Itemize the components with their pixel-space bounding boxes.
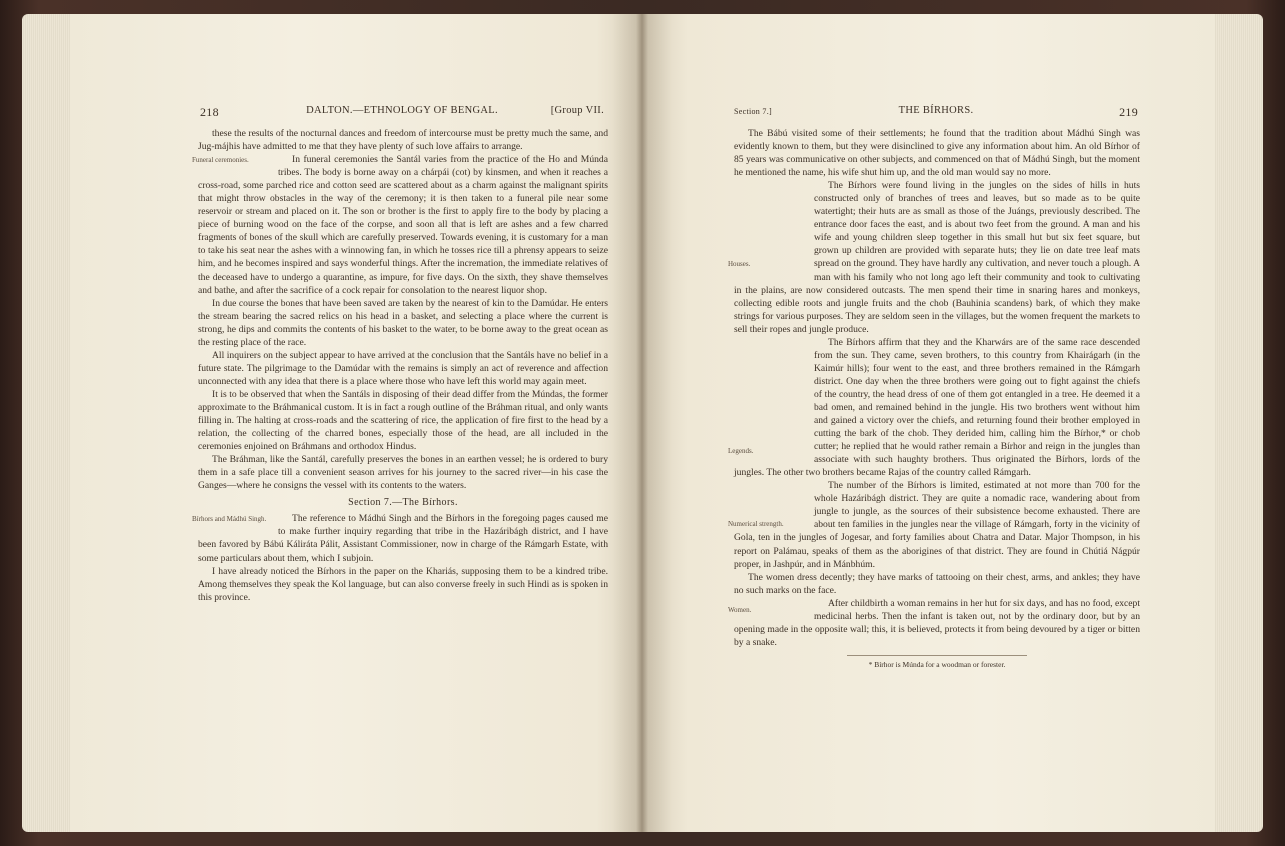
side-note: Numerical strength. <box>728 520 784 529</box>
side-note: Women. <box>728 605 752 614</box>
paragraph: I have already noticed the Bírhors in the paper on the Khariás, supposing them to be a kindred tribe. Among themselves they speak the Kol language, but can also converse freely in such Hindi as is spoken in this province. <box>198 565 608 603</box>
side-note: Funeral ceremonies. <box>192 156 249 165</box>
left-page <box>70 14 642 832</box>
paragraph: In due course the bones that have been saved are taken by the nearest of kin to the Damúdar. He enters the stream bearing the sacred relics on his head in a basket, and selecting a place where the current is strong, he dips and commits the contents of his basket to the water, to be borne away to the great ocean as the resting place of the race. <box>198 297 608 348</box>
side-note: Bírhors and Mádhú Singh. <box>192 515 267 524</box>
left-page-body <box>192 127 608 604</box>
right-page-body <box>728 127 1140 671</box>
paragraph: The reference to Mádhú Singh and the Bírhors in the foregoing pages caused me to make further inquiry regarding that tribe in the Hazáribágh district, and I have been favored by Bábú Káliráta Pálit, Assistant Commissioner, now in charge of the Rámgarh Estate, with some particulars about them, which I subjoin. <box>198 513 608 564</box>
book-gutter <box>636 14 648 832</box>
side-note: Houses. <box>728 260 751 269</box>
right-page-header <box>734 105 1138 119</box>
section-heading: Section 7.—The Bírhors. <box>348 497 458 509</box>
paragraph: The women dress decently; they have marks of tattooing on their chest, arms, and ankles; they have no such marks on the face. <box>734 571 1140 596</box>
group-label: [Group VII. <box>550 105 604 116</box>
paragraph: The Bírhors were found living in the jungles on the sides of hills in huts constructed only of branches of trees and leaves, but so made as to be quite watertight; their huts are as small as those of the Juángs, previously described. The entrance door faces the east, and is about two feet from the ground. A man and his wife and young children sleep together in this small hut but six feet square, but grown up children are provided with separate huts; they lie on date tree leaf mats spread on the ground. They have hardly any cultivation, and never touch a plough. A man with his family who not long ago left their community and took to cultivating in the plains, are now considered outcasts. The men spend their time in snaring hares and monkeys, collecting edible roots and jungle fruits and the chob (Bauhinia scandens) bark, of which they make strings for various purposes. They are seldom seen in the villages, but the women frequent the markets to sell their ropes and jungle produce. <box>734 180 1140 335</box>
section-label: Section 7.] <box>734 107 772 116</box>
paragraph: these the results of the nocturnal dances and freedom of intercourse must be pretty much the same, and Jug-májhis have admitted to me that they have plenty of such love affairs to arrange. <box>198 128 608 153</box>
paragraph: It is to be observed that when the Santáls in disposing of their dead differ from the Múndas, the former approximate to the Bráhmanical custom. It is in fact a rough outline of the Bráhman ritual, and only wants filling in. The halting at cross-roads and the scattering of rice, the application of fire first to the head by a relation, the collecting of the charred bones, especially those of the head, are all included in the ceremonies enjoined on Bráhmans and orthodox Hindus. <box>198 388 608 453</box>
paragraph: In funeral ceremonies the Santál varies from the practice of the Ho and Múnda tribes. The body is borne away on a chárpái (cot) by kinsmen, and when it reaches a cross-road, some parched rice and cotton seed are scattered about as a charm against the malignant spirits that might throw obstacles in the way of the ceremony; it is then taken to a funeral pile near some reservoir or stream and placed on it. The son or brother is the first to apply fire to the body by placing a piece of burning wood on the face of the corpse, and soon all that is left are ashes and a few charred fragments of bones of the skull which are carefully preserved. Towards evening, it is customary for a man to take his seat near the ashes with a winnowing fan, in which he tosses rice till a phrensy appears to seize him, and he becomes inspired and says wonderful things. After the incremation, the immediate relatives of the deceased have to undergo a quarantine, as impure, for five days. On the sixth, they shave themselves and bathe, and after the sacrifice of a cock repair for consolation to the nearest liquor shop. <box>198 154 608 296</box>
page-number: 219 <box>1119 105 1138 119</box>
left-page-header <box>200 105 604 119</box>
side-note: Legends. <box>728 446 754 455</box>
right-page <box>642 14 1215 832</box>
paragraph: After childbirth a woman remains in her hut for six days, and has no food, except medicinal herbs. Then the infant is taken out, not by the ordinary door, but by an opening made in the opposite wall; this, it is believed, protects it from being devoured by a tiger or bitten by a snake. <box>734 597 1140 648</box>
footnote: * Bírhor is Múnda for a woodman or forester. <box>847 655 1027 671</box>
running-title: DALTON.—ETHNOLOGY OF BENGAL. <box>306 105 498 116</box>
paragraph: The Bábú visited some of their settlements; he found that the tradition about Mádhú Singh was evidently known to them, but they were disinclined to give any information about him. An old Bírhor of 85 years was communicative on other subjects, and commenced on that of Mádhú Singh, but the moment he mentioned the name, his wife shut him up, and the old man would say no more. <box>734 128 1140 179</box>
page-edges-right <box>1213 14 1263 832</box>
paragraph: The number of the Bírhors is limited, estimated at not more than 700 for the whole Hazáribágh district. They are quite a nomadic race, wandering about from jungle to jungle, as the sources of their subsistence become exhausted. There are about ten families in the jungles near the village of Rámgarh, forty in the vicinity of Gola, ten in the jungles of Jogesar, and forty families about Chatra and Datar. Major Thompson, in his report on Palámau, speaks of them as the aborigines of that district. They are found in Chútiá Nágpúr proper, in Jashpúr, and in Mánbhúm. <box>734 480 1140 570</box>
paragraph: All inquirers on the subject appear to have arrived at the conclusion that the Santáls have no belief in a future state. The pilgrimage to the Damúdar with the remains is simply an act of reverence and affection unconnected with any idea that there is a place where those who have left this world may again meet. <box>198 349 608 387</box>
paragraph: The Bráhman, like the Santál, carefully preserves the bones in an earthen vessel; he is ordered to bury them in a safe place till a convenient season arrives for his journey to the sacred river—in his case the Ganges—where he consigns the vessel with its contents to the waters. <box>198 454 608 492</box>
running-title: THE BÍRHORS. <box>898 105 974 116</box>
paragraph: The Bírhors affirm that they and the Kharwárs are of the same race descended from the sun. They came, seven brothers, to this country from Khairágarh (in the Kaimúr hills); four went to the east, and three brothers remained in the Rámgarh district. One day when the three brothers were going out to fight against the chiefs of the country, the head dress of one of them got entangled in a tree. He deemed it a bad omen, and remained behind in the jungle. His two brothers went without him and gained a victory over the chiefs, and returning found their brother employed in cutting the bark of the chob. They derided him, calling him the Bírhor,* or chob cutter; he replied that he would rather remain a Bírhor and reign in the jungles than associate with such haughty brothers. Thus originated the Bírhors, lords of the jungles. The other two brothers became Rajas of the country called Rámgarh. <box>734 336 1140 479</box>
page-number: 218 <box>200 105 219 119</box>
page-edges-left <box>22 14 72 832</box>
